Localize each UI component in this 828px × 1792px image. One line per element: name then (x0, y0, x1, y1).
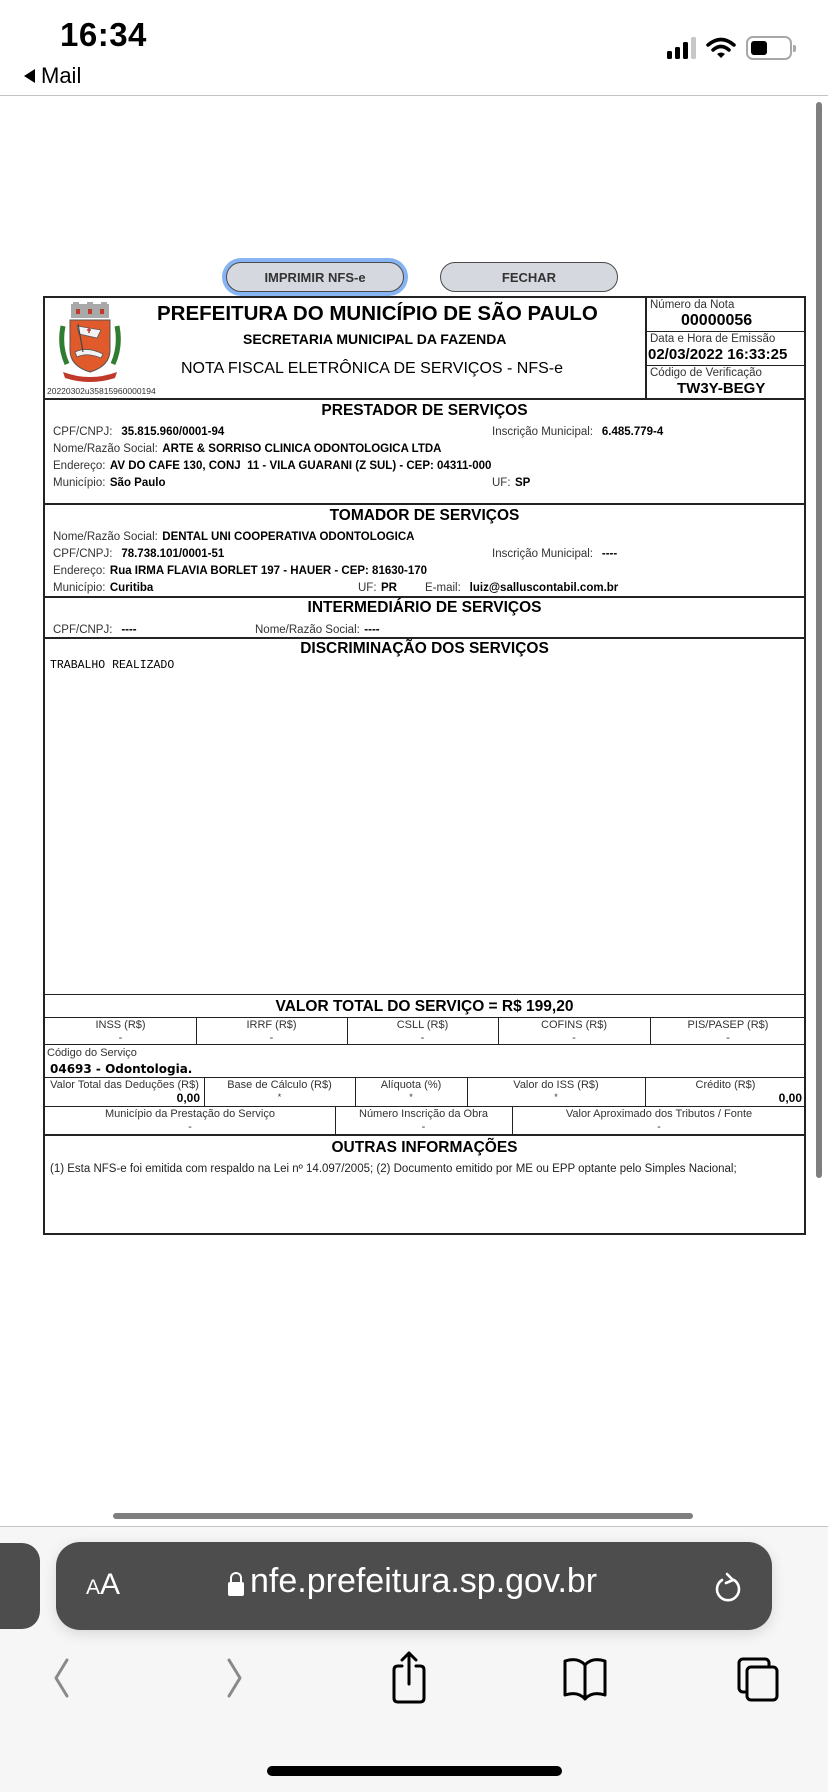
codigo-verificacao-label: Código de Verificação (650, 367, 762, 379)
tributo-inss: INSS (R$) - (95, 1019, 146, 1044)
intermediario-nome-label: Nome/Razão Social: (255, 624, 360, 636)
prestador-uf-value: SP (514, 477, 531, 489)
header-subtitle: SECRETARIA MUNICIPAL DA FAZENDA (243, 331, 507, 347)
tomador-inscricao-label: Inscrição Municipal: (492, 548, 593, 560)
prestador-inscricao-row (492, 422, 663, 440)
section-divider (45, 637, 804, 639)
aliquota-cell: Alíquota (%) * (380, 1079, 442, 1102)
tributo-cofins: COFINS (R$) - (541, 1019, 607, 1044)
divider (45, 1017, 804, 1018)
prestador-uf-row (492, 473, 530, 491)
wifi-icon (706, 37, 736, 59)
data-emissao-label: Data e Hora de Emissão (650, 333, 776, 345)
section-divider (45, 503, 804, 505)
tomador-municipio-row (53, 578, 153, 596)
credito-cell: Crédito (R$) 0,00 (695, 1079, 802, 1105)
divider (45, 1077, 804, 1078)
reload-icon[interactable] (708, 1568, 748, 1608)
prestador-municipio-label: Município: (53, 477, 106, 489)
intermediario-title: INTERMEDIÁRIO DE SERVIÇOS (307, 599, 542, 616)
system-status-icons (667, 36, 792, 60)
prestador-endereco-row (53, 456, 491, 474)
tomador-municipio-label: Município: (53, 582, 106, 594)
tomador-endereco-label: Endereço: (53, 565, 106, 577)
prestador-endereco-label: Endereço: (53, 460, 106, 472)
tomador-cnpj-value: 78.738.101/0001-51 (121, 548, 225, 560)
tomador-email-value[interactable]: luiz@salluscontabil.com.br (469, 582, 619, 594)
tabs-icon[interactable] (735, 1656, 785, 1706)
lock-icon (228, 1572, 244, 1596)
home-indicator[interactable] (267, 1766, 562, 1776)
prestador-inscricao-value: 6.485.779-4 (601, 426, 664, 438)
prestador-uf-label: UF: (492, 477, 511, 489)
header-doc-type: NOTA FISCAL ELETRÔNICA DE SERVIÇOS - NFS-e (181, 360, 564, 377)
outras-informacoes-title: OUTRAS INFORMAÇÕES (331, 1139, 518, 1156)
tomador-inscricao-row (492, 544, 617, 562)
tomador-nome-value: DENTAL UNI COOPERATIVA ODONTOLOGICA (162, 531, 415, 543)
text-size-button[interactable]: AA (86, 1568, 121, 1601)
print-nfse-button[interactable]: IMPRIMIR NFS-e (226, 262, 404, 292)
valor-iss-cell: Valor do ISS (R$) * (513, 1079, 599, 1102)
intermediario-nome-value: ---- (364, 624, 380, 636)
municipio-prestacao-cell: Município da Prestação do Serviço - (105, 1108, 275, 1133)
tomador-municipio-value: Curitiba (109, 582, 154, 594)
section-divider (45, 398, 804, 400)
header-title: PREFEITURA DO MUNICÍPIO DE SÃO PAULO (157, 302, 598, 325)
header-right-divider (645, 298, 647, 398)
prestador-nome-row (53, 439, 441, 457)
prestador-inscricao-label: Inscrição Municipal: (492, 426, 593, 438)
numero-value: 00000056 (681, 312, 753, 329)
intermediario-cnpj-label: CPF/CNPJ: (53, 624, 113, 636)
valor-aproximado-tributos-cell: Valor Aproximado dos Tributos / Fonte - (565, 1108, 753, 1133)
sao-paulo-coat-of-arms-icon (57, 302, 123, 384)
prestador-nome-label: Nome/Razão Social: (53, 443, 158, 455)
back-app-label: Mail (41, 63, 82, 88)
vertical-scrollbar[interactable] (816, 102, 822, 1178)
intermediario-cnpj-row (53, 620, 137, 638)
inscricao-obra-cell: Número Inscrição da Obra - (359, 1108, 488, 1133)
codigo-servico-value: 04693 - Odontologia. (50, 1062, 193, 1076)
prestador-municipio-value: São Paulo (109, 477, 166, 489)
tomador-nome-row (53, 527, 414, 545)
tomador-uf-label: UF: (358, 582, 377, 594)
prestador-title: PRESTADOR DE SERVIÇOS (321, 402, 528, 419)
codigo-servico-label: Código do Serviço (47, 1047, 137, 1059)
tomador-email-label: E-mail: (425, 582, 461, 594)
intermediario-nome-row (255, 620, 380, 638)
tributo-csll: CSLL (R$) - (396, 1019, 449, 1044)
outras-informacoes-text: (1) Esta NFS-e foi emitida com respaldo na Lei nº 14.097/2005; (2) Documento emitido por ME ou EPP optante pelo Simples Nacional; (50, 1163, 737, 1175)
prestador-cnpj-label: CPF/CNPJ: (53, 426, 113, 438)
divider (45, 1106, 804, 1107)
codigo-verificacao-value: TW3Y-BEGY (677, 380, 766, 397)
discriminacao-text: TRABALHO REALIZADO (50, 659, 175, 672)
nfse-document (43, 296, 806, 1235)
barcode-text: 20220302u35815960000194 (47, 386, 156, 396)
tomador-cnpj-label: CPF/CNPJ: (53, 548, 113, 560)
deducoes-cell: Valor Total das Deduções (R$) 0,00 (50, 1079, 200, 1105)
signal-icon (667, 37, 696, 59)
intermediario-cnpj-value: ---- (121, 624, 137, 636)
prestador-cnpj-row (53, 422, 224, 440)
prestador-endereco-value: AV DO CAFE 130, CONJ 11 - VILA GUARANI (Z SUL) - CEP: 04311-000 (109, 460, 492, 472)
status-time: 16:34 (60, 16, 147, 53)
tomador-endereco-row (53, 561, 427, 579)
section-divider (45, 994, 804, 995)
prestador-municipio-row (53, 473, 165, 491)
base-calculo-cell: Base de Cálculo (R$) * (227, 1079, 332, 1102)
tomador-uf-value: PR (380, 582, 397, 594)
valor-total: VALOR TOTAL DO SERVIÇO = R$ 199,20 (275, 998, 574, 1015)
share-icon[interactable] (384, 1650, 434, 1706)
divider (645, 365, 806, 366)
header-divider (0, 95, 828, 96)
battery-icon (746, 36, 792, 60)
back-icon[interactable] (35, 1653, 85, 1703)
section-divider (45, 1134, 804, 1136)
tomador-inscricao-value: ---- (601, 548, 618, 560)
back-to-mail-link[interactable] (24, 63, 81, 89)
url-text: nfe.prefeitura.sp.gov.br (250, 1562, 598, 1600)
discriminacao-title: DISCRIMINAÇÃO DOS SERVIÇOS (300, 640, 549, 657)
prestador-nome-value: ARTE & SORRISO CLINICA ODONTOLOGICA LTDA (162, 443, 442, 455)
bookmarks-icon[interactable] (560, 1653, 610, 1703)
forward-icon[interactable] (212, 1653, 262, 1703)
tributo-irrf: IRRF (R$) - (246, 1019, 297, 1044)
tomador-cnpj-row (53, 544, 224, 562)
divider (45, 1044, 804, 1045)
section-divider (45, 596, 804, 598)
close-button[interactable]: FECHAR (440, 262, 618, 292)
numero-label: Número da Nota (650, 299, 735, 311)
divider (645, 331, 806, 332)
tomador-title: TOMADOR DE SERVIÇOS (329, 507, 520, 524)
back-triangle-icon (24, 69, 35, 83)
tomador-endereco-value: Rua IRMA FLAVIA BORLET 197 - HAUER - CEP: 81630-170 (109, 565, 428, 577)
previous-tab-preview[interactable] (0, 1543, 40, 1629)
tributo-pis-pasep: PIS/PASEP (R$) - (687, 1019, 769, 1044)
tomador-nome-label: Nome/Razão Social: (53, 531, 158, 543)
tomador-email-row (425, 578, 618, 596)
url-display[interactable] (228, 1562, 597, 1601)
data-emissao-value: 02/03/2022 16:33:25 (648, 346, 788, 363)
tomador-uf-row (358, 578, 397, 596)
horizontal-scrollbar[interactable] (113, 1513, 693, 1519)
prestador-cnpj-value: 35.815.960/0001-94 (121, 426, 225, 438)
